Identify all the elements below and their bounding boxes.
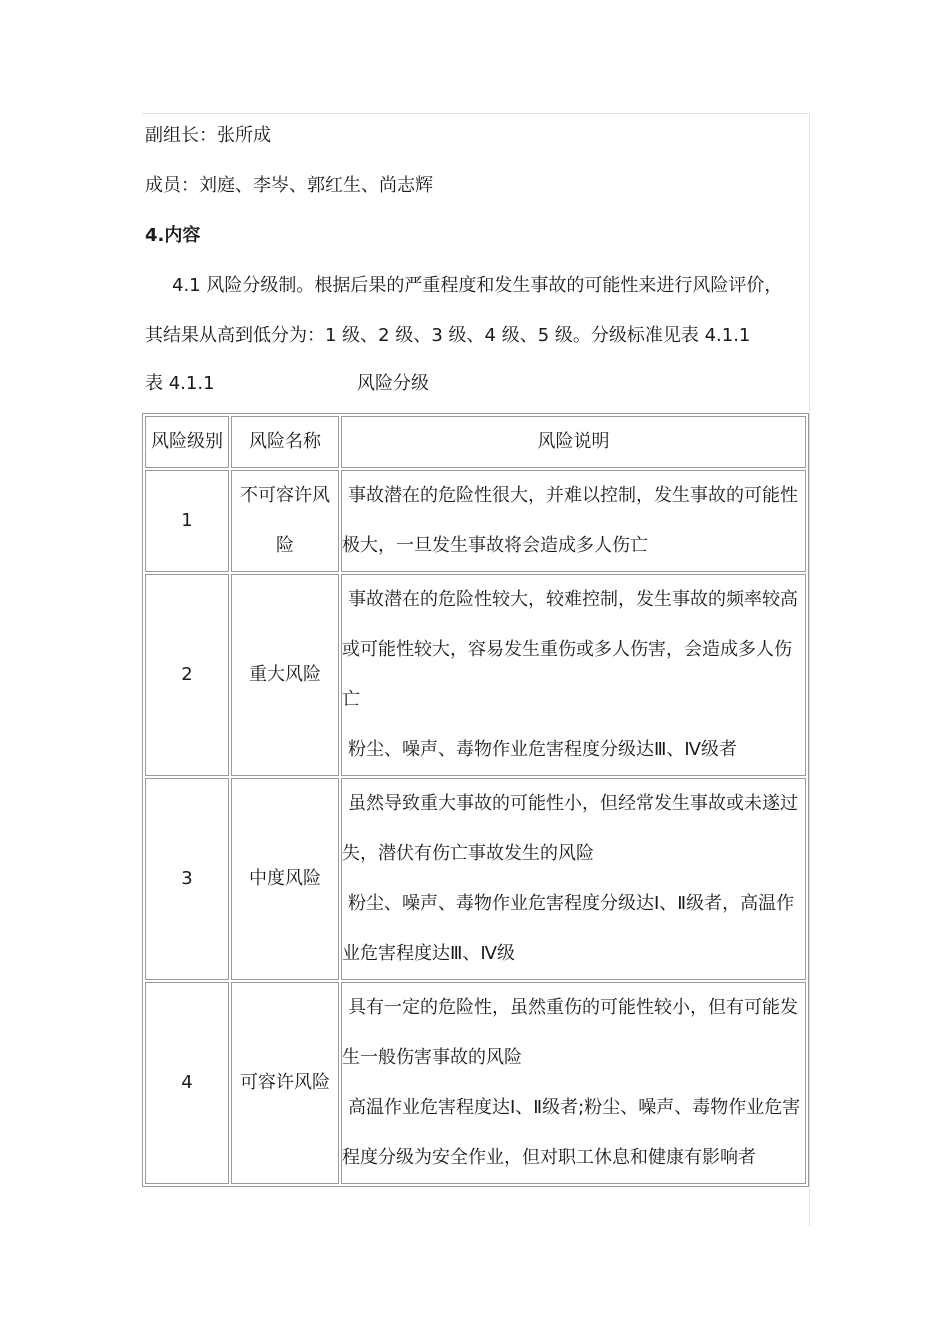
table-row <box>145 982 806 1184</box>
risk-name-line: 不可容许风 <box>240 485 330 506</box>
header-risk-level: 风险级别 <box>145 416 229 468</box>
risk-name-cell: 重大风险 <box>231 574 339 776</box>
header-risk-description: 风险说明 <box>341 416 806 468</box>
risk-name-cell: 可容许风险 <box>231 982 339 1184</box>
deputy-leader-line: 副组长：张所成 <box>145 125 271 146</box>
document-page <box>142 113 810 1226</box>
risk-name-cell <box>231 470 339 572</box>
risk-description-cell <box>341 982 806 1184</box>
risk-name-line: 险 <box>276 535 294 556</box>
table-caption-number: 表 4.1.1 <box>145 373 215 394</box>
risk-description-text: 具有一定的危险性，虽然重伤的可能性较小，但有可能发生一般伤害事故的风险 <box>342 997 798 1068</box>
members-line: 成员：刘庭、李岑、郭红生、尚志辉 <box>145 175 433 196</box>
risk-description-cell <box>341 470 806 572</box>
section-heading: 4.内容 <box>145 225 201 246</box>
risk-description-text: 虽然导致重大事故的可能性小，但经常发生事故或未遂过失，潜伏有伤亡事故发生的风险 <box>342 793 798 864</box>
risk-description-cell <box>341 574 806 776</box>
risk-level-table <box>142 413 809 1187</box>
risk-level-cell: 1 <box>145 470 229 572</box>
table-caption-title: 风险分级 <box>357 373 429 394</box>
table-row <box>145 470 806 572</box>
table-row <box>145 778 806 980</box>
table-header-row <box>145 416 806 468</box>
table-row <box>145 574 806 776</box>
risk-name-cell: 中度风险 <box>231 778 339 980</box>
paragraph-line-1: 4.1 风险分级制。根据后果的严重程度和发生事故的可能性来进行风险评价， <box>172 275 783 296</box>
risk-description-text: 粉尘、噪声、毒物作业危害程度分级达Ⅰ、Ⅱ级者，高温作业危害程度达Ⅲ、Ⅳ级 <box>342 893 795 964</box>
risk-description-text: 事故潜在的危险性较大，较难控制，发生事故的频率较高或可能性较大，容易发生重伤或多人伤害，会造成多人伤亡 <box>342 589 798 710</box>
risk-description-text: 高温作业危害程度达Ⅰ、Ⅱ级者;粉尘、噪声、毒物作业危害程度分级为安全作业，但对职工休息和健康有影响者 <box>342 1097 801 1168</box>
risk-level-cell: 3 <box>145 778 229 980</box>
risk-description-cell <box>341 778 806 980</box>
paragraph-line-2: 其结果从高到低分为：1 级、2 级、3 级、4 级、5 级。分级标准见表 4.1.1 <box>145 325 751 346</box>
risk-level-cell: 2 <box>145 574 229 776</box>
risk-description-text: 粉尘、噪声、毒物作业危害程度分级达Ⅲ、Ⅳ级者 <box>348 739 738 760</box>
header-risk-name: 风险名称 <box>231 416 339 468</box>
risk-level-cell: 4 <box>145 982 229 1184</box>
risk-description-text: 事故潜在的危险性很大，并难以控制，发生事故的可能性极大，一旦发生事故将会造成多人伤亡 <box>342 485 798 556</box>
